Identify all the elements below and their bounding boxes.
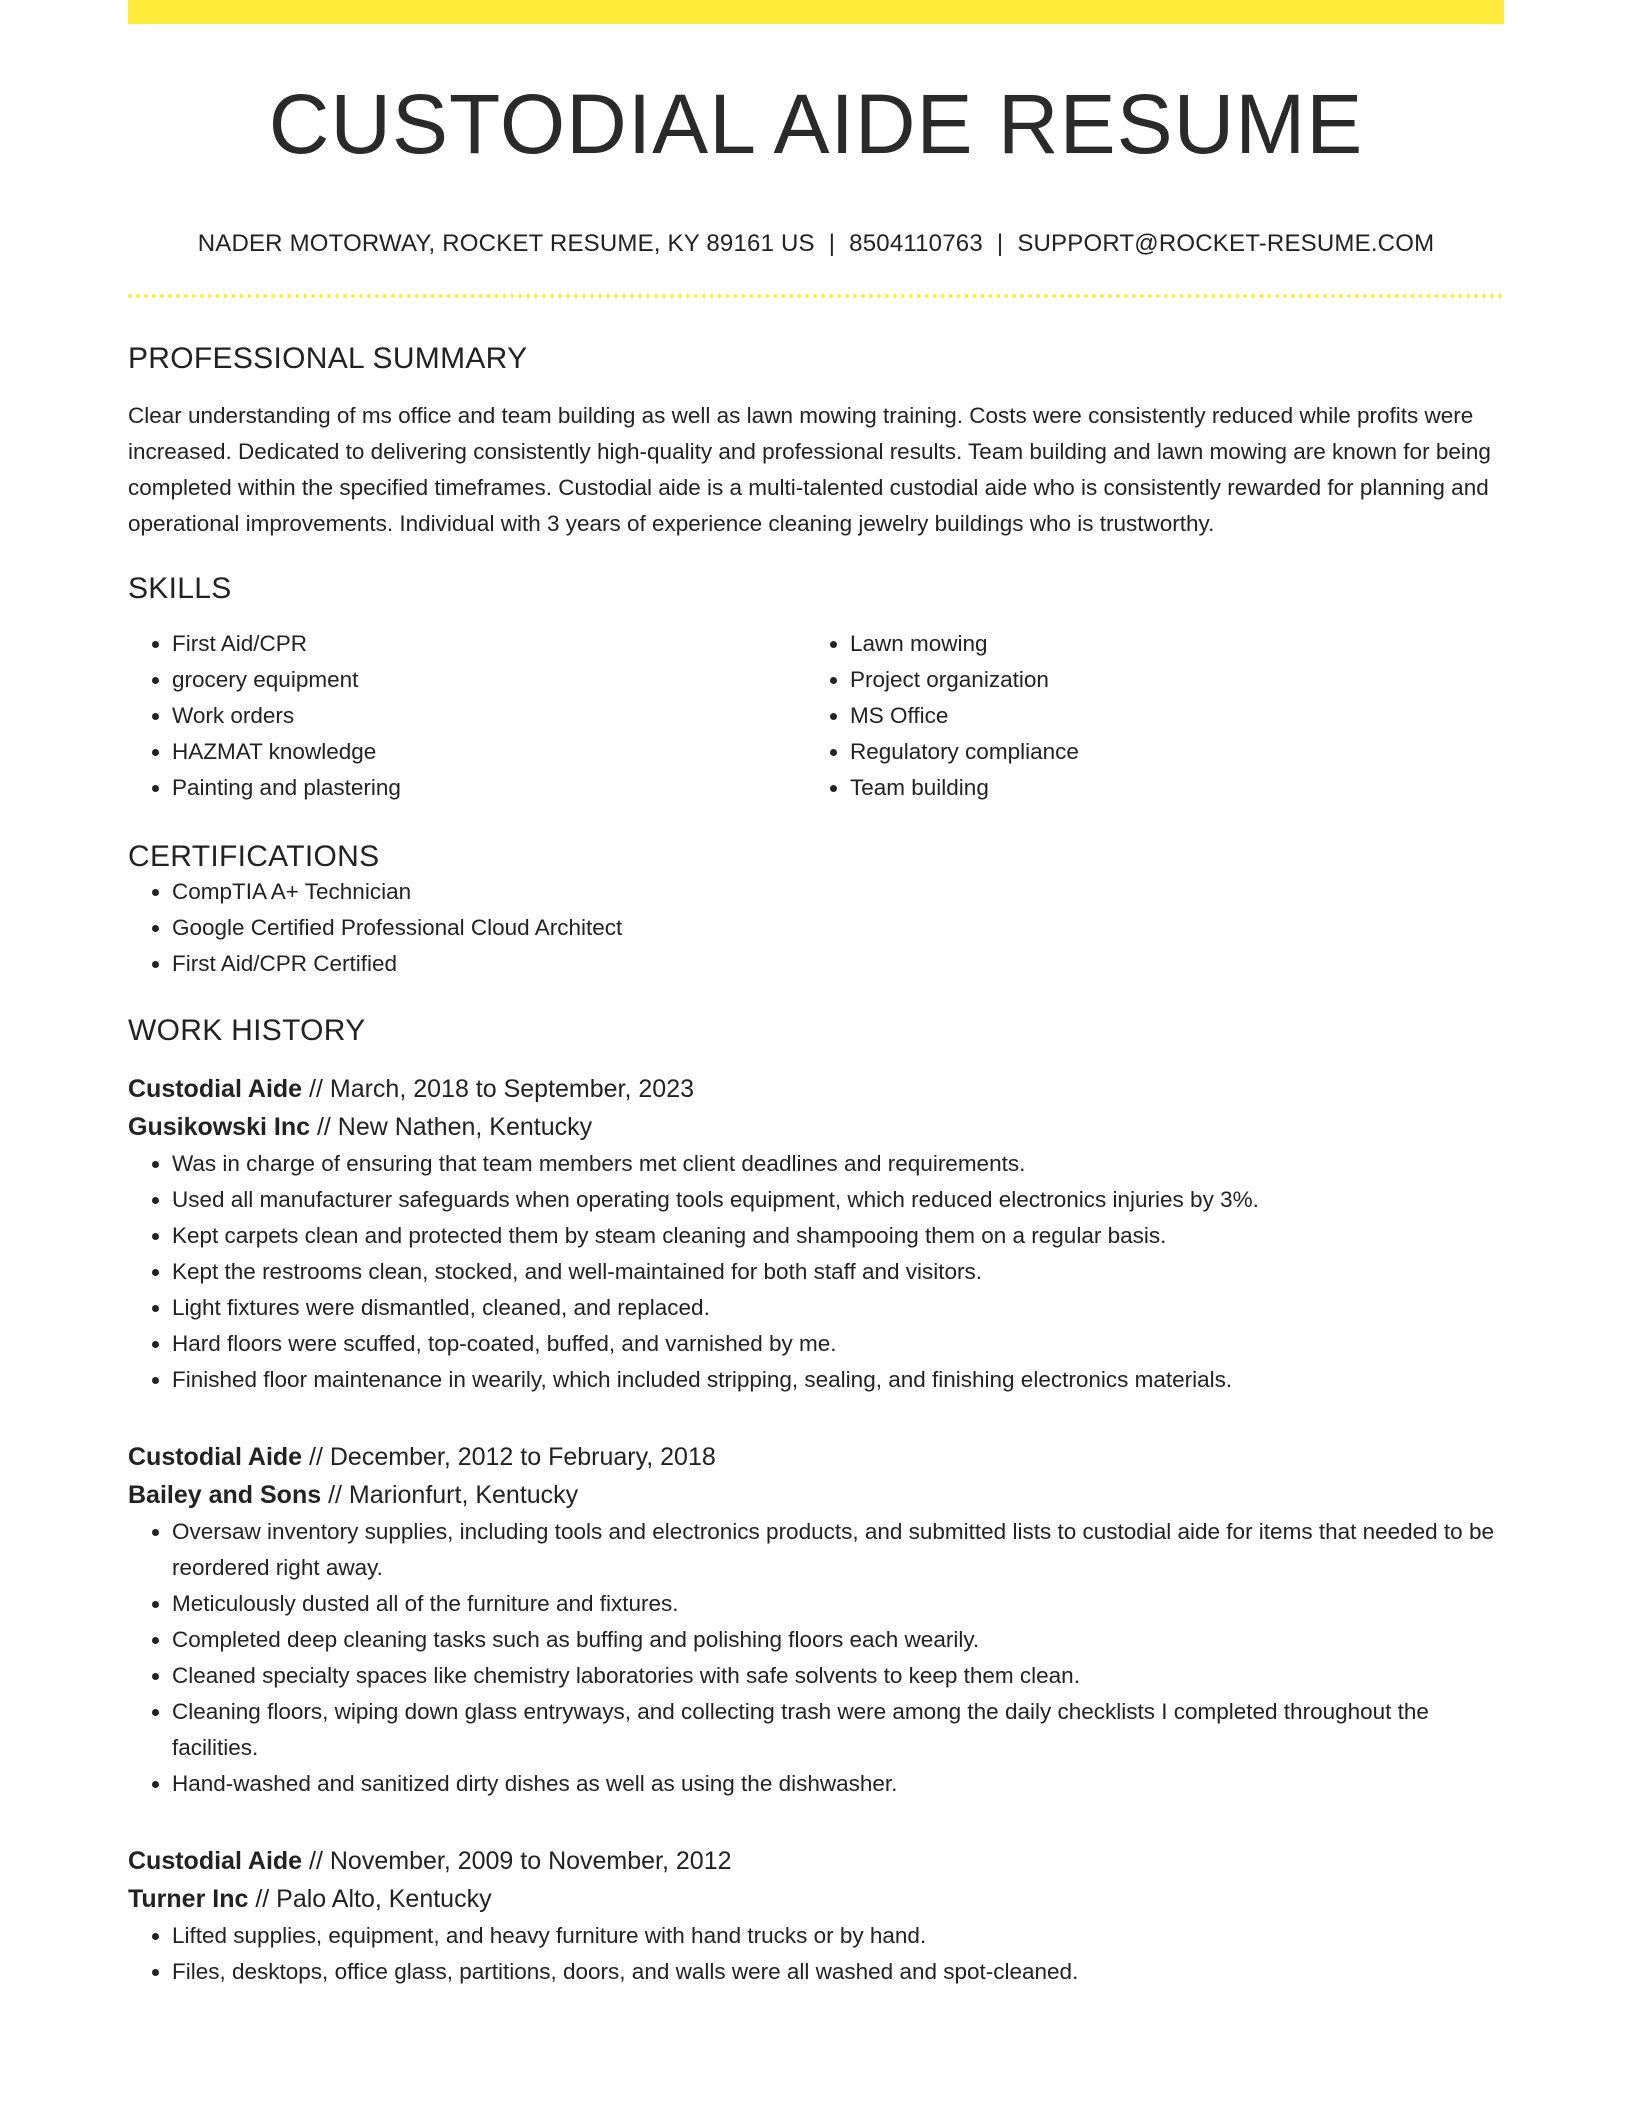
job-title-line (128, 1438, 1504, 1476)
contact-separator: | (828, 230, 836, 257)
job-duties-list (128, 1918, 1504, 1990)
job-dates: // November, 2009 to November, 2012 (302, 1847, 732, 1875)
job-duty: • Was in charge of ensuring that team members met client deadlines and requirements. (172, 1146, 1504, 1182)
work-history-heading: WORK HISTORY (128, 1014, 366, 1047)
job-duty: • Cleaning floors, wiping down glass entryways, and collecting trash were among the daily checklists I completed throughout the facilities. (172, 1694, 1504, 1766)
job-entry (128, 1070, 1504, 1398)
skills-column-left (128, 626, 806, 806)
job-company: Bailey and Sons (128, 1481, 322, 1509)
certifications-heading: CERTIFICATIONS (128, 840, 380, 873)
job-title: Custodial Aide (128, 1443, 303, 1471)
resume-title: CUSTODIAL AIDE RESUME (268, 77, 1364, 171)
job-duty: • Hard floors were scuffed, top-coated, buffed, and varnished by me. (172, 1326, 1504, 1362)
job-duty: • Completed deep cleaning tasks such as buffing and polishing floors each wearily. (172, 1622, 1504, 1658)
job-company-line (128, 1880, 1504, 1918)
certification-item: • First Aid/CPR Certified (172, 946, 1504, 982)
job-duties-list (128, 1514, 1504, 1802)
skill-item: • Work orders (172, 698, 806, 734)
contact-email: SUPPORT@ROCKET-RESUME.COM (1017, 230, 1435, 257)
job-duty: • Kept the restrooms clean, stocked, and well-maintained for both staff and visitors. (172, 1254, 1504, 1290)
certifications-list (128, 874, 1504, 982)
job-duty: • Light fixtures were dismantled, cleaned, and replaced. (172, 1290, 1504, 1326)
skill-item: • MS Office (850, 698, 1484, 734)
job-entry (128, 1842, 1504, 1990)
skill-item: • Team building (850, 770, 1484, 806)
contact-line (128, 230, 1504, 258)
job-dates: // December, 2012 to February, 2018 (302, 1443, 716, 1471)
job-company: Turner Inc (128, 1885, 249, 1913)
resume-page (128, 0, 1504, 1990)
skills-grid (128, 626, 1504, 806)
job-title-line (128, 1070, 1504, 1108)
job-duty: • Hand-washed and sanitized dirty dishes as well as using the dishwasher. (172, 1766, 1504, 1802)
accent-bar (128, 0, 1504, 24)
skill-item: • First Aid/CPR (172, 626, 806, 662)
job-duty: • Lifted supplies, equipment, and heavy furniture with hand trucks or by hand. (172, 1918, 1504, 1954)
job-title: Custodial Aide (128, 1847, 303, 1875)
skill-item: • HAZMAT knowledge (172, 734, 806, 770)
job-title-line (128, 1842, 1504, 1880)
certification-item: • CompTIA A+ Technician (172, 874, 1504, 910)
job-title: Custodial Aide (128, 1075, 303, 1103)
skills-column-right (806, 626, 1484, 806)
job-company-line (128, 1476, 1504, 1514)
job-location: // Marionfurt, Kentucky (321, 1481, 579, 1509)
job-duty: • Kept carpets clean and protected them by steam cleaning and shampooing them on a regular basis. (172, 1218, 1504, 1254)
skills-list-right (806, 626, 1484, 806)
skill-item: • grocery equipment (172, 662, 806, 698)
job-duty: • Meticulously dusted all of the furniture and fixtures. (172, 1586, 1504, 1622)
job-duty: • Oversaw inventory supplies, including tools and electronics products, and submitted lists to custodial aide for items that needed to be reordered right away. (172, 1514, 1504, 1586)
job-duty: • Cleaned specialty spaces like chemistry laboratories with safe solvents to keep them clean. (172, 1658, 1504, 1694)
job-location: // New Nathen, Kentucky (310, 1113, 593, 1141)
skill-item: • Project organization (850, 662, 1484, 698)
contact-phone: 8504110763 (849, 230, 983, 257)
job-company-line (128, 1108, 1504, 1146)
summary-heading: PROFESSIONAL SUMMARY (128, 342, 528, 375)
job-duty: • Files, desktops, office glass, partitions, doors, and walls were all washed and spot-cleaned. (172, 1954, 1504, 1990)
skill-item: • Painting and plastering (172, 770, 806, 806)
skills-list-left (128, 626, 806, 806)
job-duty: • Finished floor maintenance in wearily, which included stripping, sealing, and finishing electronics materials. (172, 1362, 1504, 1398)
skill-item: • Regulatory compliance (850, 734, 1484, 770)
summary-text: Clear understanding of ms office and team building as well as lawn mowing training. Costs were consistently reduced while profits were increased. Dedicated to delivering consistently high-quality and professional results. Team building and lawn mowing are known for being completed within the specified timeframes. Custodial aide is a multi-talented custodial aide who is consistently rewarded for planning and operational improvements. Individual with 3 years of experience cleaning jewelry buildings who is trustworthy. (128, 403, 1491, 536)
job-company: Gusikowski Inc (128, 1113, 311, 1141)
dotted-divider (128, 294, 1504, 298)
job-duties-list (128, 1146, 1504, 1398)
certification-item: • Google Certified Professional Cloud Architect (172, 910, 1504, 946)
contact-address: NADER MOTORWAY, ROCKET RESUME, KY 89161 US (197, 230, 815, 257)
job-duty: • Used all manufacturer safeguards when operating tools equipment, which reduced electronics injuries by 3%. (172, 1182, 1504, 1218)
job-location: // Palo Alto, Kentucky (248, 1885, 492, 1913)
skill-item: • Lawn mowing (850, 626, 1484, 662)
skills-heading: SKILLS (128, 572, 232, 605)
job-entry (128, 1438, 1504, 1802)
job-dates: // March, 2018 to September, 2023 (302, 1075, 695, 1103)
contact-separator: | (996, 230, 1004, 257)
